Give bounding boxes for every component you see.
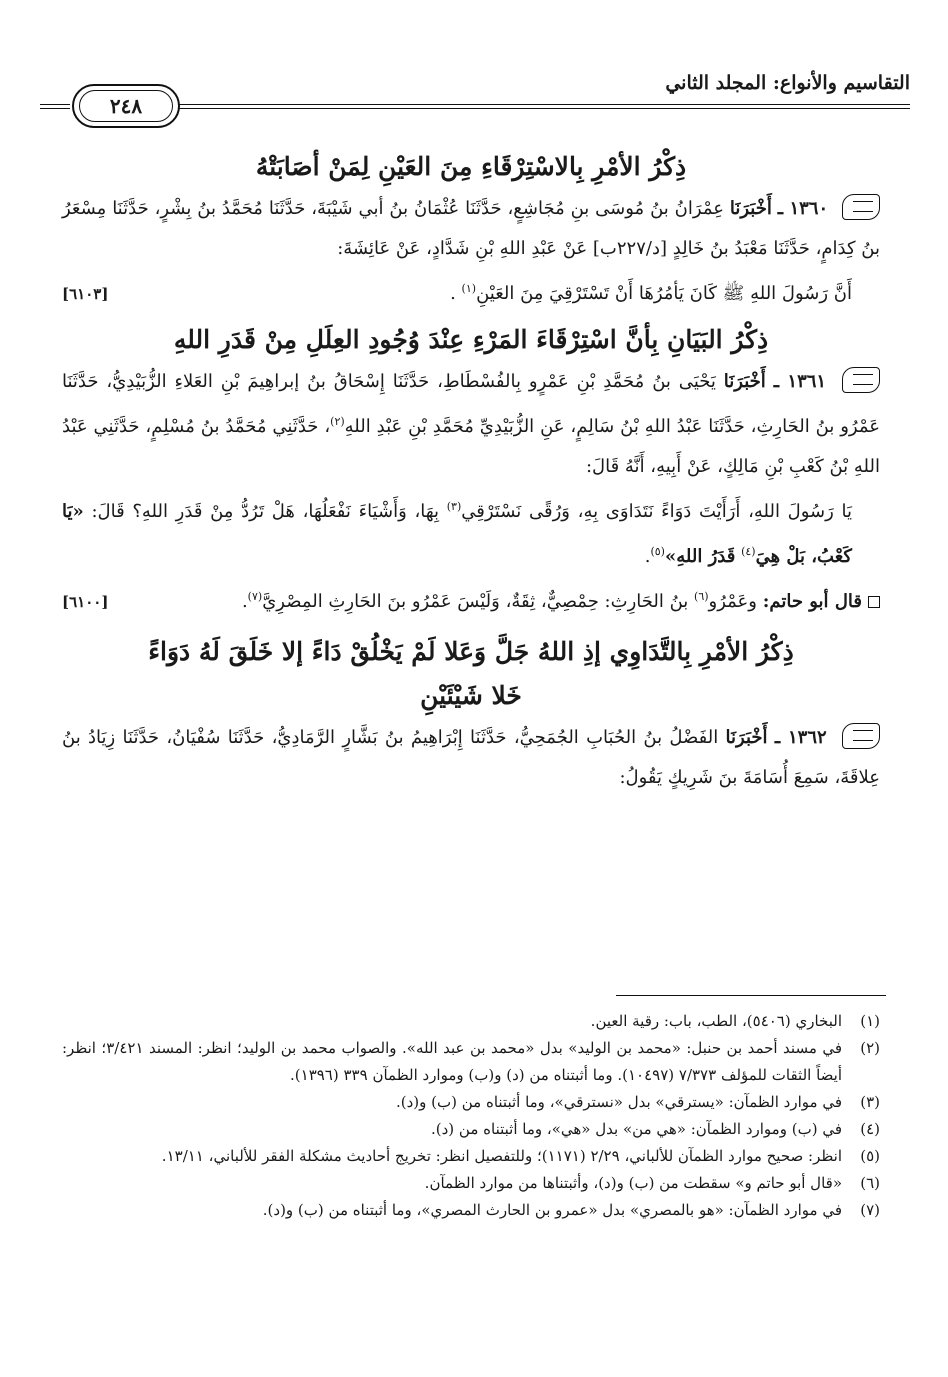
akhbarana-word: أَخْبَرَنَا	[725, 727, 768, 748]
footnote-ref: (١)	[461, 282, 477, 295]
matn-body: أَنَّ رَسُولَ اللهِ ﷺ كَانَ يَأمُرُهَا أَنْ تَسْتَرْقِيَ مِنَ العَيْنِ	[476, 283, 852, 304]
matn-text-1: يَا رَسُولَ اللهِ، أَرَأَيْتَ دَوَاءً نَتَدَاوَى بِهِ، وَرُقًى نَسْتَرْقِي	[461, 501, 852, 522]
footnote-number: (٣)	[860, 1093, 880, 1111]
comment-text	[108, 577, 880, 622]
footnote-4	[62, 1116, 880, 1143]
footnote-number: (٤)	[860, 1120, 880, 1138]
page-content	[62, 145, 880, 798]
footnote-3	[62, 1089, 880, 1116]
comment-body-2: بنُ الحَارِثِ: حِمْصِيٌّ، ثِقَةٌ، وَلَيْسَ عَمْرُو بنَ الحَارِثِ المِصْرِيَّ	[262, 591, 689, 612]
cross-reference: [٦١٠٣]	[62, 285, 109, 303]
footnote-number: (٧)	[860, 1201, 880, 1219]
matn-end: .	[450, 283, 456, 304]
tag-icon	[842, 194, 880, 220]
section-title-2: ذِكْرُ البَيَانِ بِأنَّ اسْتِرْقَاءَ المَرْءِ عِنْدَ وُجُودِ العِلَلِ مِنْ قَدَرِ اللهِ	[173, 325, 769, 354]
page-number: ٢٤٨	[79, 90, 173, 122]
footnote-text: البخاري (٥٤٠٦)، الطب، باب: رقية العين.	[590, 1012, 842, 1030]
isnad-text: الفَضْلُ بنُ الحُبَابِ الجُمَحِيُّ، حَدَّثَنَا إِبْرَاهِيمُ بنُ بَشَّارٍ الرَّمَادِيُّ، حَدَّثَنَا سُفْيَانُ، حَدَّثَنَا زِيَادُ بنُ عِلاقَةَ، سَمِعَ أُسَامَةَ بنَ شَرِيكٍ يَقُولُ:	[62, 727, 880, 788]
isnad-text-2: ، حَدَّثَنِي مُحَمَّدُ بنُ مُسْلِمٍ، حَدَّثَنِي عَبْدُ اللهِ بْنُ كَعْبِ بْنِ مَالِكٍ، عَنْ أَبِيهِ، أَنَّهُ قَالَ:	[62, 416, 880, 477]
running-title: التقاسيم والأنواع: المجلد الثاني	[665, 72, 910, 94]
prophet-words-2: قَدَرُ اللهِ»	[664, 546, 736, 567]
square-bullet-icon	[868, 596, 880, 608]
footnote-ref: (٥)	[650, 545, 665, 558]
comment-body-1: وعَمْرُو	[708, 591, 757, 612]
section-title-3: ذِكْرُ الأمْرِ بِالتَّدَاوِي إذِ اللهُ جَلَّ وَعَلا لَمْ يَخْلُقْ دَاءً إلا خَلَقَ لَهُ دَوَاءً	[148, 637, 794, 666]
akhbarana-word: أَخْبَرَنَا	[723, 371, 766, 392]
footnote-text: «قال أبو حاتم و» سقطت من (ب) و(د)، وأثبتناها من موارد الظمآن.	[424, 1174, 842, 1192]
section-title-3-line2: خَلا شَيْئَيْنِ	[420, 681, 522, 710]
akhbarana-word: أَخْبَرَنَا	[729, 198, 772, 219]
footnote-5	[62, 1143, 880, 1170]
hadith-1360-matn-row	[62, 269, 880, 314]
footnote-separator	[616, 995, 886, 996]
footnote-text: في موارد الظمآن: «يسترقي» بدل «نسترقي»، وما أثبتناه من (ب) و(د).	[395, 1093, 842, 1111]
prophet-words-1: «يَا كَعْبُ، بَلْ هِيَ	[62, 501, 852, 567]
footnote-ref: (٣)	[446, 500, 462, 513]
hadith-1360-chain	[62, 189, 880, 269]
hadith-1361-matn	[62, 487, 880, 577]
hadith-number: ١٣٦٠ ـ	[777, 198, 829, 219]
footnote-text: في موارد الظمآن: «هو بالمصري» بدل «عمرو بن الحارث المصري»، وما أثبتناه من (ب) و(د).	[262, 1201, 842, 1219]
footnote-ref: (٦)	[694, 590, 709, 603]
comment-speaker: قال أبو حاتم:	[762, 591, 862, 612]
footnote-number: (١)	[860, 1012, 880, 1030]
footnote-ref: (٤)	[741, 545, 756, 558]
footnote-1	[62, 1008, 880, 1035]
isnad-text-1: يَحْيَى بنُ مُحَمَّدِ بْنِ عَمْرٍو بِالفُسْطَاطِ، حَدَّثَنَا إِسْحَاقُ بنُ إبراهِيمَ بْنِ العَلاءِ الزُّبَيْدِيُّ، حَدَّثَنَا عَمْرُو بنُ الحَارِثِ، حَدَّثَنَا عَبْدُ اللهِ بْنُ سَالِمٍ، عَنِ الزُّبَيْدِيِّ مُحَمَّدِ بْنِ عَبْدِ اللهِ	[62, 371, 880, 437]
header-rule-left	[40, 104, 70, 105]
section-title-1: ذِكْرُ الأمْرِ بِالاسْتِرْقَاءِ مِنَ العَيْنِ لِمَنْ أصَابَتْهُ	[255, 152, 687, 181]
footnote-ref: (٧)	[247, 590, 263, 603]
footnote-number: (٥)	[860, 1147, 880, 1165]
hadith-1362-chain	[62, 718, 880, 798]
isnad-text: عِمْرَانُ بنُ مُوسَى بنِ مُجَاشِعٍ، حَدَّثَنَا عُثْمَانُ بنُ أبي شَيْبَةَ، حَدَّثَنَا مُحَمَّدُ بنُ بِشْرٍ، حَدَّثَنَا مِسْعَرُ بنُ كِدَامٍ، حَدَّثَنَا مَعْبَدُ بنُ خَالِدٍ [د/٢٢٧ب] عَنْ عَبْدِ اللهِ بْنِ شَدَّادٍ، عَنْ عَائِشَةَ:	[62, 198, 880, 259]
footnote-text: في (ب) وموارد الظمآن: «هي من» بدل «هي»، وما أثبتناه من (د).	[431, 1120, 842, 1138]
footnote-2	[62, 1035, 880, 1089]
page-header	[40, 70, 910, 130]
cross-reference: [٦١٠٠]	[62, 593, 109, 611]
footnote-text: انظر: صحيح موارد الظمآن للألباني، ٢/٢٩ (١١٧١)؛ وللتفصيل انظر: تخريج أحاديث مشكلة الفقر للألباني، ١٣/١١.	[161, 1147, 842, 1165]
hadith-1361-comment-row	[62, 577, 880, 622]
hadith-number: ١٣٦١ ـ	[773, 371, 827, 392]
header-rule-left-double	[40, 108, 70, 109]
footnote-text: في مسند أحمد بن حنبل: «محمد بن الوليد» بدل «محمد بن عبد الله». والصواب محمد بن الوليد؛ انظر: المسند ٣/٤٢١؛ انظر: أيضاً الثقات للمؤلف ٧/٣٧٣ (١٠٤٩٧). وما أثبتناه من (د) و(ب) وموارد الظمآن ٣٣٩ (١٣٩٦).	[62, 1039, 843, 1084]
hadith-1361-chain	[62, 362, 880, 487]
tag-icon	[842, 367, 880, 393]
footnotes	[62, 1008, 880, 1224]
header-rule-double	[160, 108, 910, 109]
footnote-7	[62, 1197, 880, 1224]
comment-end: .	[241, 591, 248, 612]
matn-text-2: بِهَا، وَأَشْيَاءَ نَفْعَلُهَا، هَلْ تَرُدُّ مِنْ قَدَرِ اللهِ؟ قَالَ:	[91, 501, 440, 522]
matn-end: .	[644, 546, 651, 567]
tag-icon	[842, 723, 880, 749]
page-number-frame	[72, 84, 180, 128]
footnote-6	[62, 1170, 880, 1197]
matn-text	[450, 269, 880, 314]
footnote-number: (٢)	[860, 1039, 880, 1057]
header-rule	[160, 104, 910, 105]
footnote-number: (٦)	[860, 1174, 880, 1192]
footnote-ref: (٢)	[330, 415, 345, 428]
hadith-number: ١٣٦٢ ـ	[774, 727, 827, 748]
